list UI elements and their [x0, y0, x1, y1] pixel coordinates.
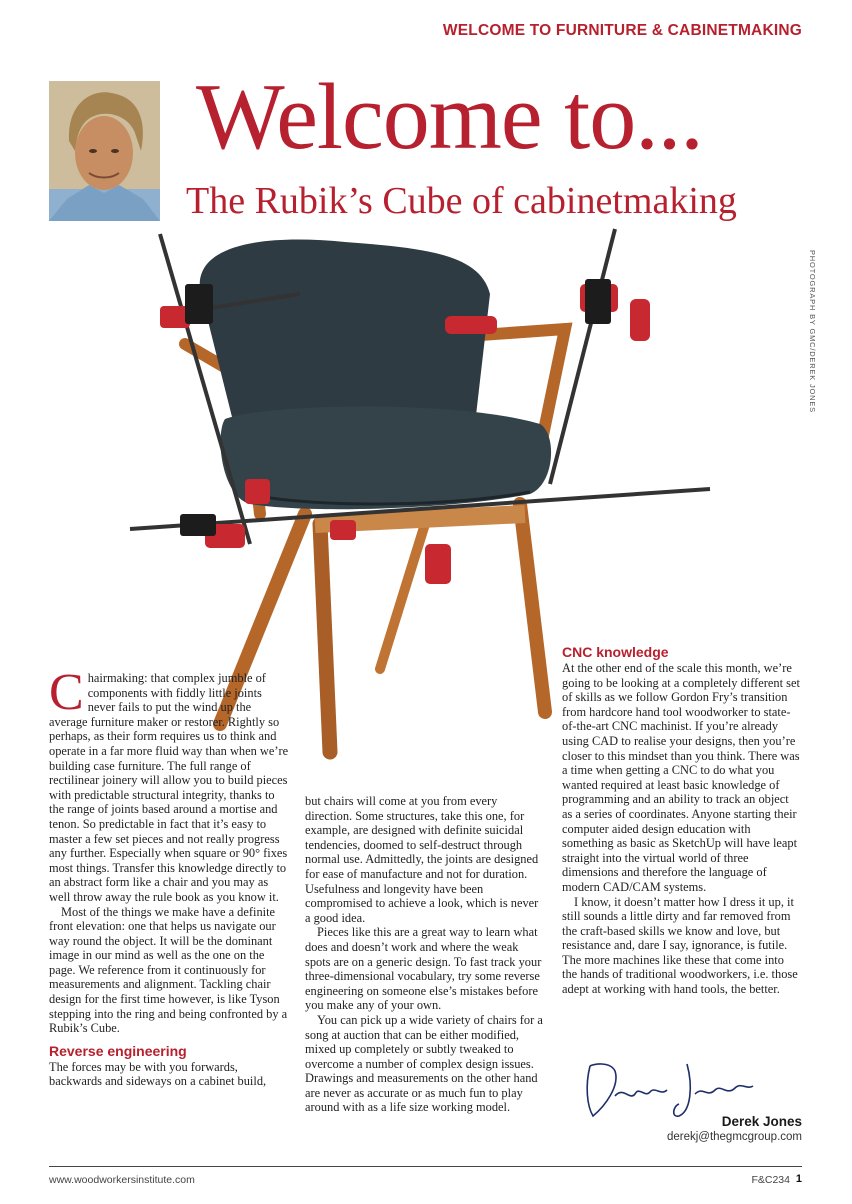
subhead-reverse-engineering: Reverse engineering	[49, 1042, 187, 1059]
paragraph: The forces may be with you forwards, backwards and sideways on a cabinet build,	[49, 1059, 267, 1089]
paragraph: At the other end of the scale this month, we’re going to be looking at a completely different set of skills as we follow Gordon Fry’s transition from hardcore hand tool woodworker to state-of-the-art CNC machinist. If you’re already using CAD to realise your designs, then you’re closer to this mindset than you think. There was a time when getting a CNC to do what you wanted required at least basic knowledge of programming and an ability to track an object as a series of coordinates. Anyone starting their computer aided design education with something as basic as SketchUp will have leapt straight into the virtual world of three dimensions and therefore the language of modern CAD/CAM systems.	[562, 661, 800, 894]
footer-url[interactable]: www.woodworkersinstitute.com	[49, 1174, 195, 1186]
author-email[interactable]: derekj@thegmcgroup.com	[666, 1131, 802, 1143]
paragraph: but chairs will come at you from every direction. Some structures, take this one, for example, are designed with definite suicidal tendencies, doomed to self-destruct through normal use. Admittedly, the joints are designed for ease of manufacture and not for duration. Usefulness and longevity have been compromised to achieve a look, which is never a good idea.	[305, 794, 539, 925]
photo-credit: PHOTOGRAPH BY GMC/DEREK JONES	[808, 250, 817, 413]
drop-cap: C	[49, 664, 84, 721]
author-name: Derek Jones	[721, 1114, 802, 1129]
paragraph: You can pick up a wide variety of chairs for a song at auction that can be either modified, mixed up completely or subtly tweaked to overcome a number of complex design issues. Drawings and measurements on the other hand are never as accurate or as much fun to play around with as a life size working model.	[305, 1012, 543, 1115]
section-header: WELCOME TO FURNITURE & CABINETMAKING	[442, 22, 802, 39]
article-column-3	[562, 644, 802, 997]
article-column-2	[305, 794, 545, 1115]
footer-divider	[49, 1166, 802, 1167]
paragraph: Most of the things we make have a definite front elevation: one that helps us navigate our way round the object. It will be the dominant image in our mind as well as the one on the page. We reference from it continuously for measurements and alignment. Tackling chair design for the first time however, is like Tyson stepping into the ring and being confronted by a Rubik’s Cube.	[49, 904, 288, 1036]
chair-seat	[200, 239, 551, 509]
author-portrait	[49, 81, 160, 221]
subhead-cnc-knowledge: CNC knowledge	[562, 644, 669, 660]
page-subtitle: The Rubik’s Cube of cabinetmaking	[186, 180, 737, 222]
page-title: Welcome to...	[196, 65, 703, 169]
footer-issue: F&C234	[751, 1174, 790, 1186]
paragraph: hairmaking: that complex jumble of components with fiddly little joints never fails to put the wind up the average furniture maker or restorer. Rightly so perhaps, as their form requires us to think and operate in a far more fluid way than when we’re building case furniture. The full range of rectilinear joinery will allow you to build pieces with predictable structural integrity, thanks to the range of joints based around a mortise and tenon. So predictable in fact that it’s easy to master a few set pieces and not really progress any further. Especially when square or 90° fixes most things. Transfer this knowledge directly to an abstract form like a chair and you may as well throw away the rule book as you know it.	[49, 671, 289, 904]
paragraph: Pieces like this are a great way to learn what does and doesn’t work and where the weak spots are on a generic design. To fast track your three-dimensional vocabulary, try some reverse engineering on someone else’s mistakes before you make any of your own.	[305, 925, 542, 1013]
article-column-1	[49, 664, 292, 1089]
paragraph: I know, it doesn’t matter how I dress it up, it still sounds a little dirty and far removed from the craft-based skills we know and love, but resistance and, dare I say, ignorance, is futile. The more machines like these that come into the hands of traditional woodworkers, i.e. those adept at working with hand tools, the better.	[562, 894, 798, 997]
page-number: 1	[795, 1173, 802, 1185]
